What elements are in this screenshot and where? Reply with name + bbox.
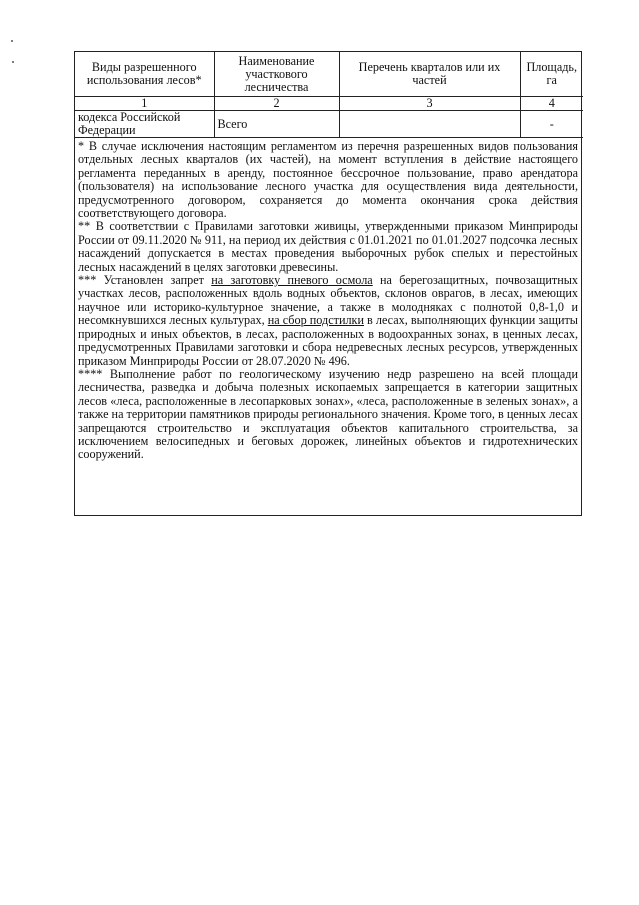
- scan-speck: [12, 61, 14, 63]
- table-header-row: [75, 52, 583, 97]
- column-number: 1: [75, 97, 214, 111]
- footnotes: [75, 138, 581, 462]
- header-area: Площадь, га: [520, 52, 583, 97]
- footnote-1: * В случае исключения настоящим регламентом из перечня разрешенных видов пользования отдельных лесных кварталов (их частей), на момент вступления в действие настоящего регламента переданных в аренду, постоянное бессрочное пользование, право арендатора (пользователя) на использование лесного участка для осуществления вида деятельности, предусмотренного договором, сохраняется до момента окончания срока действия соответствующего договора.: [78, 139, 578, 221]
- footnote-3-text: *** Установлен запрет: [78, 273, 212, 288]
- table-row: [75, 111, 583, 138]
- cell-area: -: [520, 111, 583, 138]
- forest-use-table: [75, 52, 583, 138]
- document-frame: [74, 51, 582, 516]
- column-number: 2: [214, 97, 339, 111]
- cell-quarters: [339, 111, 520, 138]
- footnote-3-underlined: на сбор подстилки: [267, 313, 364, 328]
- header-quarters-list: Перечень кварталов или их частей: [339, 52, 520, 97]
- footnote-3-text: в лесах, выполняющих функции защиты природных и иных объектов, в лесах, расположенных в водоохранных зонах, в ценных лесах, предусмотренных Правилами заготовки и сбора недревесных лесных ресурсов, утвержденных приказом Минприроды России от 28.07.2020 № 496.: [78, 313, 578, 368]
- footnote-4: **** Выполнение работ по геологическому изучению недр разрешено на всей площади лесничества, разведка и добыча полезных ископаемых запрещается в категории защитных лесов «леса, расположенные в лесопарковых зонах», «леса, расположенные в зеленых зонах», а также на территории памятников природы регионального значения. Кроме того, в ценных лесах запрещаются строительство и эксплуатация объектов капитального строительства, за исключением велосипедных и беговых дорожек, линейных объектов и гидротехнических сооружений.: [78, 366, 578, 462]
- column-number: 3: [339, 97, 520, 111]
- cell-forestry: Всего: [214, 111, 339, 138]
- column-number-row: [75, 97, 583, 111]
- footnote-3: [78, 274, 578, 368]
- footnote-3-underlined: на заготовку пневого осмола: [211, 273, 373, 288]
- header-forestry-name: Наименование участкового лесничества: [214, 52, 339, 97]
- scan-speck: [11, 40, 13, 42]
- footnote-3-text: на берегозащитных, почвозащитных участках лесов, расположенных вдоль водных объектов, склонов оврагов, в лесах, имеющих научное или историко-культурное значение, а также в молодняках с полнотой 0,8-1,0 и несомкнувшихся лесных культурах,: [78, 273, 578, 328]
- cell-use-type: кодекса Российской Федерации: [75, 111, 214, 138]
- footnote-2: ** В соответствии с Правилами заготовки живицы, утвержденными приказом Минприроды России от 09.11.2020 № 911, на период их действия с 01.01.2021 по 01.01.2027 подсочка лесных насаждений допускается в местах проведения выборочных рубок спелых и перестойных лесных насаждений в целях заготовки древесины.: [78, 219, 578, 274]
- column-number: 4: [520, 97, 583, 111]
- header-use-types: Виды разрешенного использования лесов*: [75, 52, 214, 97]
